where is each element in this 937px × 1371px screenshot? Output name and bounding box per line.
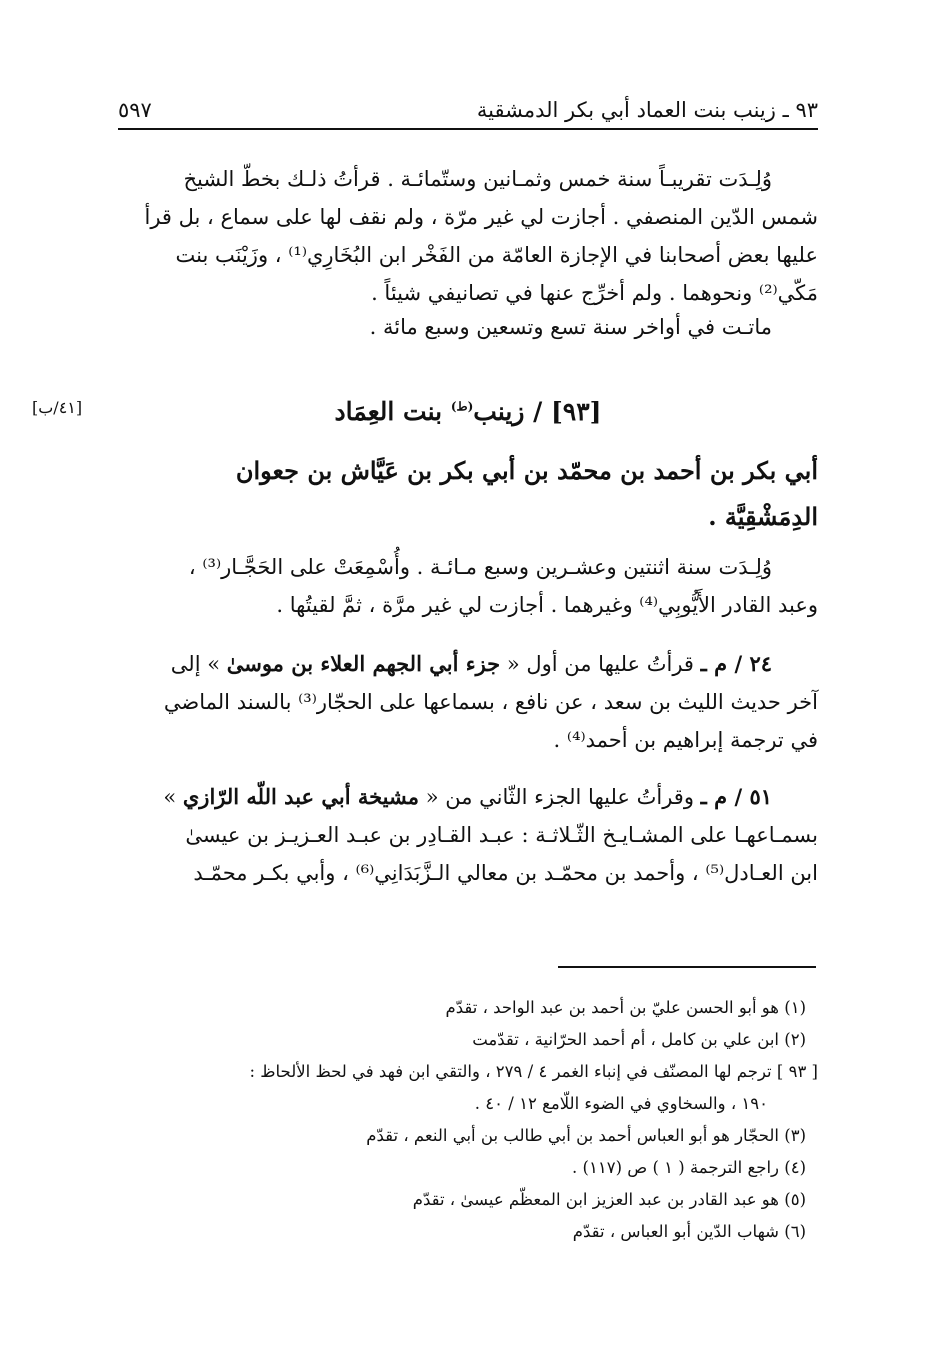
entry-24-line-1 bbox=[118, 645, 818, 683]
footnote-1: (١) هو أبو الحسن عليّ بن أحمد بن عبد الواحد ، تقدّم bbox=[445, 998, 806, 1017]
footnotes bbox=[118, 992, 818, 1248]
footnote-separator bbox=[558, 966, 816, 968]
entry-24-title: جزء أبي الجهم العلاء بن موسىٰ bbox=[226, 651, 501, 676]
entry-24 bbox=[118, 645, 818, 759]
prev-line-4: مَكّي⁽²⁾ ونحوهما . ولم أخرِّج عنها في تصانيفي شيئاً . bbox=[371, 281, 818, 305]
page-number: ٥٩٧ bbox=[118, 98, 152, 122]
entry-heading bbox=[118, 394, 818, 430]
footnote-sources: [ ٩٣ ] ترجم لها المصنّف في إنباء الغمر ٤ / ٢٧٩ ، والتقي ابن فهد في لحظ الألحاظ : bbox=[249, 1062, 818, 1081]
running-title: ٩٣ ـ زينب بنت العماد أبي بكر الدمشقية bbox=[476, 98, 818, 122]
entry-24-line-3: في ترجمة إبراهيم بن أحمد⁽⁴⁾ . bbox=[553, 728, 818, 752]
entry-24-num: ٢٤ / م ـ bbox=[700, 651, 772, 676]
entry-51-num: ٥١ / م ـ bbox=[700, 784, 772, 809]
prev-line-3: عليها بعض أصحابنا في الإجازة العامّة من الفَخْر ابن البُخَارِي⁽¹⁾ ، وزَيْنَب بنت bbox=[175, 243, 818, 267]
heading-number: [٩٣] / زينب bbox=[473, 397, 602, 426]
biography bbox=[118, 548, 818, 624]
bio-line-1: وُلِـدَت سنة اثنتين وعشـرين وسبع مـائـة . وأُسْمِعَتْ على الحَجَّـار⁽³⁾ ، bbox=[188, 555, 772, 579]
prev-line-2: شمس الدّين المنصفي . أجازت لي غير مرّة ، ولم نقف لها على سماع ، بل قرأ bbox=[144, 205, 818, 229]
death-line: ماتـت في أواخر سنة تسع وتسعين وسبع مائة . bbox=[369, 315, 772, 339]
entry-51-after: » bbox=[163, 785, 183, 809]
header-rule bbox=[118, 128, 818, 130]
entry-24-intro: قرأتُ عليها من أول « bbox=[500, 652, 694, 676]
entry-51-line-2: بسمـاعهـا على المشـايـخ الثّـلاثـة : عبـد القـادِر بن عبـد العـزيـز بن عيسىٰ bbox=[185, 823, 818, 847]
lineage-line-2: الدِمَشْقِيَّة . bbox=[708, 502, 818, 531]
footnote-5: (٥) هو عبد القادر بن عبد العزيز ابن المعظّم عيسىٰ ، تقدّم bbox=[412, 1190, 806, 1209]
footnote-4: (٤) راجع الترجمة ( ١ ) ص (١١٧) . bbox=[572, 1158, 806, 1177]
running-header bbox=[118, 82, 818, 122]
entry-51-line-3: ابن العـادل⁽⁵⁾ ، وأحمد بن محمّـد بن معالي الـزَّبَدَانِي⁽⁶⁾ ، وأبي بكـر محمّـد bbox=[193, 861, 818, 885]
entry-24-after: » إلى bbox=[170, 652, 227, 676]
lineage-line-1: أبي بكر بن أحمد بن محمّد بن أبي بكر بن عَيَّاش بن جعوان bbox=[235, 456, 818, 485]
manuscript-folio-ref: [٤١/ب] bbox=[32, 398, 83, 417]
prev-line-1: وُلِـدَت تقريبـاً سنة خمس وثمـانين وستّمائـة . قرأتُ ذلـك بخطّ الشيخ bbox=[183, 167, 772, 191]
footnote-6: (٦) شهاب الدّين أبو العباس ، تقدّم bbox=[572, 1222, 806, 1241]
footnote-3: (٣) الحجّار هو أبو العباس أحمد بن أبي طالب بن أبي النعم ، تقدّم bbox=[366, 1126, 806, 1145]
entry-51 bbox=[118, 778, 818, 892]
entry-51-line-1 bbox=[118, 778, 818, 816]
footnote-sources-cont: ١٩٠ ، والسخاوي في الضوء اللّامع ١٢ / ٤٠ . bbox=[474, 1094, 768, 1113]
entry-24-line-2: آخر حديث الليث بن سعد ، عن نافع ، بسماعها على الحجّار⁽³⁾ بالسند الماضي bbox=[163, 690, 818, 714]
previous-entry bbox=[118, 160, 818, 342]
bio-line-2: وعبد القادر الأَيُّوبِي⁽⁴⁾ وغيرهما . أجازت لي غير مرَّة ، ثمَّ لقيتُها . bbox=[276, 593, 818, 617]
heading-rest: بنت العِمَاد bbox=[334, 397, 443, 426]
entry-lineage bbox=[118, 448, 818, 540]
footnote-2: (٢) ابن علي بن كامل ، أم أحمد الحرّانية ، تقدّمت bbox=[472, 1030, 806, 1049]
entry-51-title: مشيخة أبي عبد اللّه الرّازي bbox=[182, 784, 420, 809]
heading-sup: (ط) bbox=[450, 399, 474, 414]
entry-51-intro: وقرأتُ عليها الجزء الثّاني من « bbox=[419, 785, 694, 809]
